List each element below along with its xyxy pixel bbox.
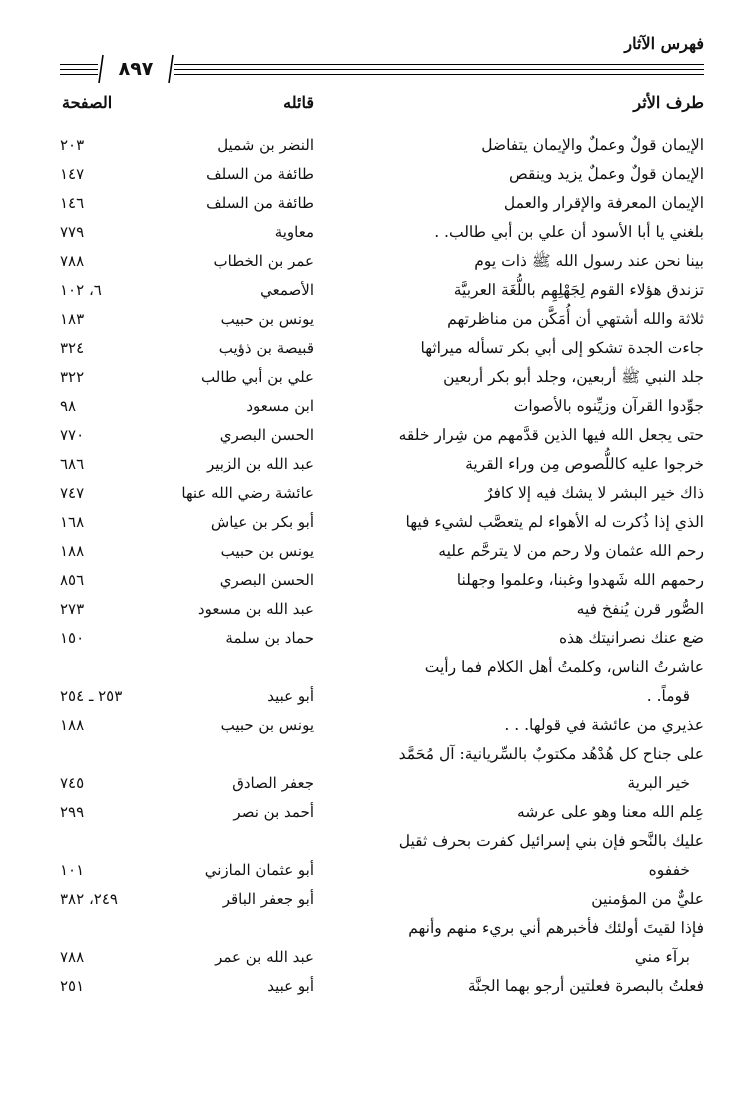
athar-text xyxy=(354,624,704,653)
athar-text-line: عليٌّ من المؤمنين xyxy=(591,890,704,908)
athar-text-line: الذي إذا ذُكرت له الأهواء لم يتعصَّب لشيء فيها xyxy=(405,513,704,531)
athar-text-line: الصُّور قرن يُنفخ فيه xyxy=(576,600,704,618)
index-entry xyxy=(0,189,750,218)
index-entry xyxy=(0,276,750,305)
athar-text xyxy=(354,218,704,247)
athar-text-line: جاءت الجدة تشكو إلى أبي بكر تسأله ميراثها xyxy=(420,339,704,357)
index-entry xyxy=(0,363,750,392)
index-entry xyxy=(0,392,750,421)
qail-name: أحمد بن نصر xyxy=(233,803,314,821)
page-reference: ٢٥٣ ـ ٢٥٤ xyxy=(60,687,123,705)
athar-text-line: الإيمان قولٌ وعملٌ والإيمان يتفاضل xyxy=(481,136,704,154)
column-header-athar: طرف الأثر xyxy=(633,93,704,112)
badge-slash-right-icon xyxy=(168,54,174,84)
athar-text xyxy=(354,247,704,276)
page-reference: ٦٨٦ xyxy=(60,455,85,473)
running-title: فهرس الآثار xyxy=(624,34,704,53)
athar-text-line: رحمهم الله شَهدوا وغبنا، وعلموا وجهلنا xyxy=(456,571,704,589)
page-reference: ٢٥١ xyxy=(60,977,85,995)
qail-name: يونس بن حبيب xyxy=(220,542,314,560)
athar-text xyxy=(354,798,704,827)
page-reference: ٢٠٣ xyxy=(60,136,85,154)
qail-name: أبو عثمان المازني xyxy=(204,861,314,879)
qail-name: ابن مسعود xyxy=(246,397,314,415)
index-entry xyxy=(0,131,750,160)
athar-text xyxy=(354,160,704,189)
qail-name: أبو عبيد xyxy=(267,977,314,995)
page-reference: ٦، ١٠٢ xyxy=(60,281,102,299)
page-reference: ٩٨ xyxy=(60,397,77,415)
athar-text-continuation: قوماً. . xyxy=(646,687,690,705)
athar-text xyxy=(354,131,704,160)
athar-text-continuation: خير البرية xyxy=(627,774,690,792)
athar-text xyxy=(354,189,704,218)
qail-name: الأصمعي xyxy=(260,281,314,299)
athar-text-line: عِلم الله معنا وهو على عرشه xyxy=(516,803,704,821)
index-entry xyxy=(0,885,750,914)
page-reference: ٢٧٣ xyxy=(60,600,85,618)
page-reference: ١٦٨ xyxy=(60,513,85,531)
qail-name: أبو بكر بن عياش xyxy=(210,513,314,531)
header-rule xyxy=(60,60,704,82)
qail-name: عائشة رضي الله عنها xyxy=(181,484,314,502)
page-reference: ٣٢٢ xyxy=(60,368,85,386)
qail-name: حماد بن سلمة xyxy=(225,629,314,647)
page-reference: ١٤٧ xyxy=(60,165,85,183)
athar-text xyxy=(354,276,704,305)
athar-text-line: ضع عنك نصرانيتك هذه xyxy=(559,629,704,647)
athar-text-line: عذيري من عائشة في قولها. . . xyxy=(504,716,704,734)
athar-text-continuation: برآء مني xyxy=(634,948,690,966)
athar-text-line: حتى يجعل الله فيها الذين قدَّمهم من شِرار خلقه xyxy=(398,426,704,444)
page-reference: ٧٤٥ xyxy=(60,774,85,792)
athar-text xyxy=(354,653,704,711)
qail-name: قبيصة بن ذؤيب xyxy=(218,339,314,357)
page-reference: ٣٢٤ xyxy=(60,339,85,357)
page-number: ٨٩٧ xyxy=(118,58,154,80)
athar-text xyxy=(354,914,704,972)
qail-name: يونس بن حبيب xyxy=(220,716,314,734)
athar-text-line: فإذا لقيتَ أولئك فأخبرهم أني بريء منهم وأنهم xyxy=(408,919,704,937)
athar-text-line: جلد النبي ﷺ أربعين، وجلد أبو بكر أربعين xyxy=(443,368,704,386)
athar-text xyxy=(354,827,704,885)
index-entry xyxy=(0,827,750,885)
athar-text-line: ثلاثة والله أشتهي أن أُمَكَّن من مناظرتهم xyxy=(447,310,704,328)
qail-name: الحسن البصري xyxy=(219,571,314,589)
athar-text xyxy=(354,972,704,1001)
athar-text xyxy=(354,363,704,392)
index-entry xyxy=(0,653,750,711)
page-reference: ١٤٦ xyxy=(60,194,85,212)
page-reference: ٧٨٨ xyxy=(60,948,85,966)
athar-text xyxy=(354,479,704,508)
page-number-badge xyxy=(98,54,174,84)
page-reference: ١٠١ xyxy=(60,861,85,879)
qail-name: طائفة من السلف xyxy=(206,194,314,212)
athar-index-list xyxy=(0,131,750,1001)
index-entry xyxy=(0,798,750,827)
index-entry xyxy=(0,160,750,189)
index-entry xyxy=(0,914,750,972)
page-reference: ٧٧٠ xyxy=(60,426,85,444)
athar-text-line: على جناح كل هُدْهُد مكتوبٌ بالسِّريانية: آل مُحَمَّد xyxy=(398,745,704,763)
athar-text-line: عاشرتُ الناس، وكلمتُ أهل الكلام فما رأيت xyxy=(424,658,704,676)
qail-name: عبد الله بن مسعود xyxy=(197,600,314,618)
index-entry xyxy=(0,595,750,624)
athar-text-line: الإيمان قولٌ وعملٌ يزيد وينقص xyxy=(509,165,704,183)
qail-name: عبد الله بن عمر xyxy=(215,948,314,966)
athar-text xyxy=(354,508,704,537)
athar-text xyxy=(354,740,704,798)
athar-text xyxy=(354,334,704,363)
page-reference: ٧٧٩ xyxy=(60,223,85,241)
qail-name: أبو جعفر الباقر xyxy=(222,890,314,908)
athar-text xyxy=(354,711,704,740)
page-reference: ٢٩٩ xyxy=(60,803,85,821)
index-entry xyxy=(0,508,750,537)
page-reference: ١٨٣ xyxy=(60,310,85,328)
column-header-page: الصفحة xyxy=(62,93,113,112)
qail-name: معاوية xyxy=(274,223,314,241)
athar-text xyxy=(354,537,704,566)
page-reference: ٢٤٩، ٣٨٢ xyxy=(60,890,118,908)
athar-text-continuation: خففوه xyxy=(648,861,690,879)
index-entry xyxy=(0,334,750,363)
page-reference: ٨٥٦ xyxy=(60,571,85,589)
qail-name: جعفر الصادق xyxy=(232,774,314,792)
athar-text xyxy=(354,450,704,479)
athar-text-line: بينا نحن عند رسول الله ﷺ ذات يوم xyxy=(474,252,704,270)
qail-name: النضر بن شميل xyxy=(217,136,314,154)
qail-name: الحسن البصري xyxy=(219,426,314,444)
index-entry xyxy=(0,305,750,334)
index-entry xyxy=(0,711,750,740)
qail-name: عمر بن الخطاب xyxy=(213,252,314,270)
column-header-qail: قائله xyxy=(283,93,314,112)
athar-text xyxy=(354,566,704,595)
qail-name: أبو عبيد xyxy=(267,687,314,705)
athar-text xyxy=(354,595,704,624)
page-reference: ٧٤٧ xyxy=(60,484,85,502)
athar-text-line: الإيمان المعرفة والإقرار والعمل xyxy=(503,194,704,212)
athar-text-line: بلغني يا أبا الأسود أن علي بن أبي طالب. . xyxy=(434,223,704,241)
athar-text-line: رحم الله عثمان ولا رحم من لا يترحَّم عليه xyxy=(438,542,704,560)
athar-text-line: جوِّدوا القرآن وزيِّنوه بالأصوات xyxy=(513,397,704,415)
page-reference: ١٥٠ xyxy=(60,629,85,647)
qail-name: عبد الله بن الزبير xyxy=(207,455,314,473)
qail-name: طائفة من السلف xyxy=(206,165,314,183)
badge-slash-left-icon xyxy=(98,54,104,84)
athar-text-line: ذاك خير البشر لا يشك فيه إلا كافرٌ xyxy=(484,484,704,502)
index-entry xyxy=(0,624,750,653)
athar-text xyxy=(354,421,704,450)
athar-text-line: فعلتُ بالبصرة فعلتين أرجو بهما الجنَّة xyxy=(467,977,704,995)
athar-text xyxy=(354,885,704,914)
athar-text-line: عليك بالنَّحو فإن بني إسرائيل كفرت بحرف ثقيل xyxy=(398,832,704,850)
athar-text xyxy=(354,392,704,421)
index-entry xyxy=(0,972,750,1001)
athar-text-line: خرجوا عليه كاللُّصوص مِن وراء القرية xyxy=(465,455,704,473)
index-entry xyxy=(0,421,750,450)
page-reference: ١٨٨ xyxy=(60,542,85,560)
qail-name: يونس بن حبيب xyxy=(220,310,314,328)
page-reference: ١٨٨ xyxy=(60,716,85,734)
index-entry xyxy=(0,218,750,247)
index-entry xyxy=(0,479,750,508)
index-entry xyxy=(0,537,750,566)
index-entry xyxy=(0,740,750,798)
index-entry xyxy=(0,247,750,276)
athar-text xyxy=(354,305,704,334)
qail-name: علي بن أبي طالب xyxy=(201,368,314,386)
index-entry xyxy=(0,450,750,479)
athar-text-line: تزندق هؤلاء القوم لِجَهْلِهِم باللُّغَة العربيَّة xyxy=(453,281,704,299)
page-reference: ٧٨٨ xyxy=(60,252,85,270)
index-entry xyxy=(0,566,750,595)
